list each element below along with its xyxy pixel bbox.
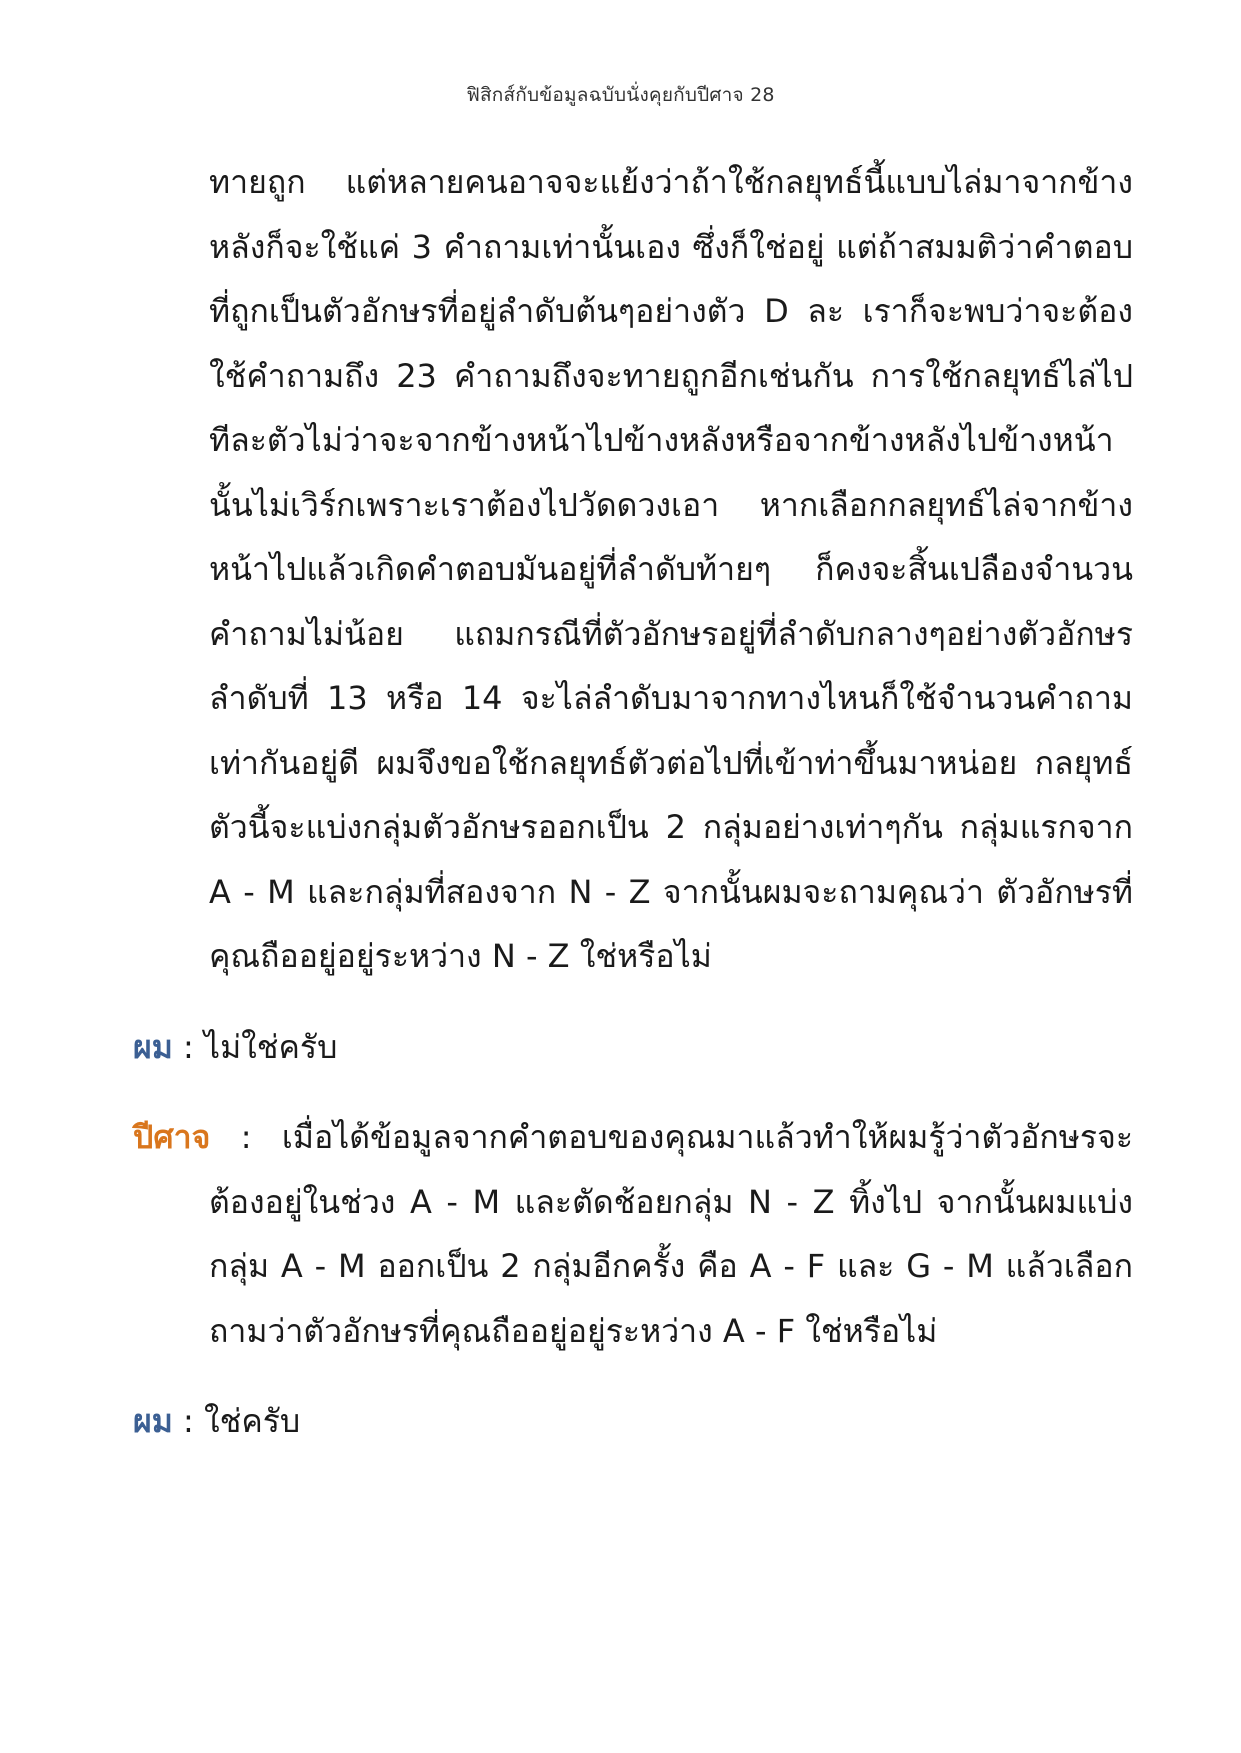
speaker-label-ghost: ปีศาจ bbox=[133, 1118, 211, 1156]
speaker-separator: : bbox=[172, 1027, 204, 1066]
page-body bbox=[133, 150, 1133, 1454]
dialogue-text: เมื่อได้ข้อมูลจากคำตอบของคุณมาแล้วทำให้ผมรู้ว่าตัวอักษรจะต้องอยู่ในช่วง A - M และตัดช้อยกลุ่ม N - Z ทิ้งไป จากนั้นผมแบ่งกลุ่ม A - M ออกเป็น 2 กลุ่มอีกครั้ง คือ A - F และ G - M แล้วเลือกถามว่าตัวอักษรที่คุณถืออยู่อยู่ระหว่าง A - F ใช่หรือไม่ bbox=[209, 1118, 1133, 1350]
speaker-label-me: ผม bbox=[133, 1402, 173, 1440]
speaker-separator: : bbox=[210, 1118, 282, 1156]
dialogue-text: ใช่ครับ bbox=[203, 1402, 301, 1440]
continued-paragraph: ทายถูก แต่หลายคนอาจจะแย้งว่าถ้าใช้กลยุทธ์นี้แบบไล่มาจากข้างหลังก็จะใช้แค่ 3 คำถามเท่านั้นเอง ซึ่งก็ใช่อยู่ แต่ถ้าสมมติว่าคำตอบที่ถูกเป็นตัวอักษรที่อยู่ลำดับต้นๆอย่างตัว D ละ เราก็จะพบว่าจะต้องใช้คำถามถึง 23 คำถามถึงจะทายถูกอีกเช่นกัน การใช้กลยุทธ์ไล่ไปทีละตัวไม่ว่าจะจากข้างหน้าไปข้างหลังหรือจากข้างหลังไปข้างหน้านั้นไม่เวิร์กเพราะเราต้องไปวัดดวงเอา หากเลือกกลยุทธ์ไล่จากข้างหน้าไปแล้วเกิดคำตอบมันอยู่ที่ลำดับท้ายๆ ก็คงจะสิ้นเปลืองจำนวนคำถามไม่น้อย แถมกรณีที่ตัวอักษรอยู่ที่ลำดับกลางๆอย่างตัวอักษรลำดับที่ 13 หรือ 14 จะไล่ลำดับมาจากทางไหนก็ใช้จำนวนคำถามเท่ากันอยู่ดี ผมจึงขอใช้กลยุทธ์ตัวต่อไปที่เข้าท่าขึ้นมาหน่อย กลยุทธ์ตัวนี้จะแบ่งกลุ่มตัวอักษรออกเป็น 2 กลุ่มอย่างเท่าๆกัน กลุ่มแรกจาก A - M และกลุ่มที่สองจาก N - Z จากนั้นผมจะถามคุณว่า ตัวอักษรที่คุณถืออยู่อยู่ระหว่าง N - Z ใช่หรือไม่ bbox=[209, 163, 1133, 975]
dialogue-text: ไม่ใช่ครับ bbox=[203, 1027, 338, 1066]
dialogue-turn-me-2 bbox=[133, 1389, 1133, 1454]
running-header: ฟิสิกส์กับข้อมูลฉบับนั่งคุยกับปีศาจ 28 bbox=[466, 84, 775, 106]
dialogue-turn-ghost-1 bbox=[133, 1105, 1133, 1363]
speaker-label-me: ผม bbox=[133, 1027, 173, 1066]
dialogue-turn-me-1 bbox=[133, 1015, 1133, 1080]
speaker-separator: : bbox=[172, 1402, 204, 1440]
